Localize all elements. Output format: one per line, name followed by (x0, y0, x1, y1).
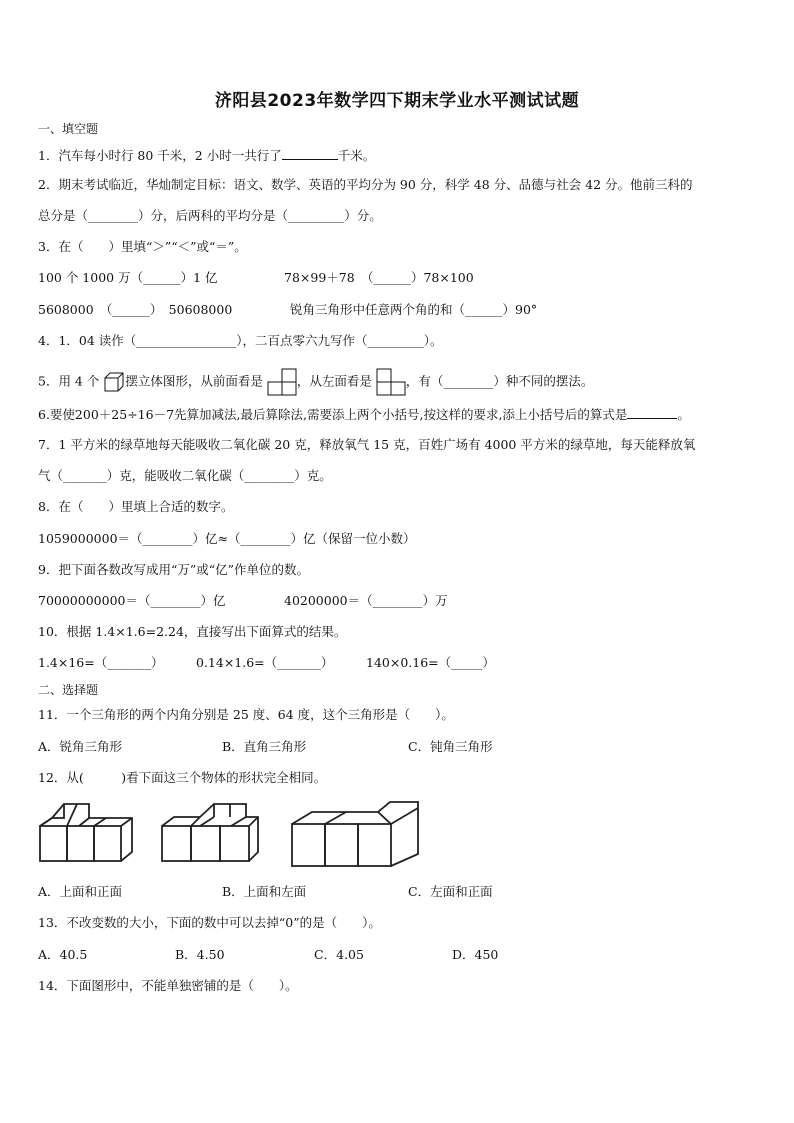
question-4: 4．1．04 读作（________________），二百点零六九写作（_________）。 (38, 333, 443, 348)
option-c: C．4.05 (314, 947, 364, 962)
option-b: B．直角三角形 (222, 739, 307, 754)
question-10-item-2: 0.14×1.6=（_______） (196, 655, 334, 670)
question-2-line-1: 2．期末考试临近，华灿制定目标：语文、数学、英语的平均分为 90 分，科学 48 分、品德与社会 42 分。他前三科的 (38, 177, 693, 192)
page-title: 济阳县2023年数学四下期末学业水平测试试题 (214, 91, 580, 111)
question-11: 11．一个三角形的两个内角分别是 25 度、64 度，这个三角形是（ ）。 (38, 707, 454, 722)
question-9-item-2: 40200000＝（________）万 (284, 593, 448, 608)
option-a: A．锐角三角形 (38, 739, 123, 754)
option-b: B．上面和左面 (222, 884, 307, 899)
question-10-item-3: 140×0.16=（_____） (366, 655, 495, 670)
question-14: 14．下面图形中，不能单独密铺的是（ ）。 (38, 978, 298, 993)
question-3-item-4: 锐角三角形中任意两个角的和（______）90° (290, 302, 538, 317)
question-9: 9．把下面各数改写成用“万”或“亿”作单位的数。 (38, 562, 310, 577)
section-heading-choice: 二、选择题 (38, 683, 99, 697)
front-view-icon (267, 368, 297, 396)
question-3-item-3: 5608000 （______） 50608000 (38, 302, 233, 317)
answer-blank (282, 147, 338, 160)
question-5-part-a: 5．用 4 个 (38, 373, 100, 389)
question-6-text: 6.要使200＋25÷16－7先算加减法,最后算除法,需要添上两个小括号,按这样的要求,添上小括号后的算式是 (38, 407, 628, 422)
cube-figure-3 (290, 800, 422, 870)
question-8: 8．在（ ）里填上合适的数字。 (38, 499, 234, 514)
question-10: 10．根据 1.4×1.6=2.24，直接写出下面算式的结果。 (38, 624, 347, 639)
question-5-part-c: ，从左面看是 (296, 373, 372, 389)
question-1-tail: 千米。 (337, 148, 376, 163)
question-8-item: 1059000000＝（________）亿≈（________）亿（保留一位小数） (38, 531, 416, 546)
question-1 (38, 147, 375, 164)
question-5-part-b: 摆立体图形，从前面看是 (125, 373, 263, 389)
option-a: A．上面和正面 (38, 884, 123, 899)
option-c: C．左面和正面 (408, 884, 493, 899)
question-3-item-2: 78×99＋78 （______）78×100 (284, 270, 474, 285)
cube-icon (103, 372, 125, 392)
question-6 (38, 406, 690, 423)
question-6-tail: 。 (677, 407, 690, 422)
answer-blank (627, 406, 677, 419)
question-7-line-1: 7．1 平方米的绿草地每天能吸收二氧化碳 20 克，释放氧气 15 克，百姓广场有 4000 平方米的绿草地，每天能释放氧 (38, 437, 696, 452)
question-9-item-1: 70000000000＝（________）亿 (38, 593, 226, 608)
question-5-part-d: ，有（________）种不同的摆法。 (405, 373, 594, 389)
question-5 (38, 368, 593, 396)
question-13: 13．不改变数的大小，下面的数中可以去掉“0”的是（ ）。 (38, 915, 381, 930)
question-3-item-1: 100 个 1000 万（______）1 亿 (38, 270, 218, 285)
question-1-text: 1．汽车每小时行 80 千米，2 小时一共行了 (38, 148, 282, 163)
option-c: C．钝角三角形 (408, 739, 493, 754)
question-7-line-2: 气（_______）克，能吸收二氧化碳（________）克。 (38, 468, 332, 483)
cube-figure-2 (160, 802, 260, 864)
question-2-line-2: 总分是（________）分，后两科的平均分是（_________）分。 (38, 208, 382, 223)
option-b: B．4.50 (175, 947, 225, 962)
option-a: A．40.5 (38, 947, 88, 962)
option-d: D．450 (452, 947, 499, 962)
question-12: 12．从( )看下面这三个物体的形状完全相同。 (38, 770, 327, 785)
question-3: 3．在（ ）里填“＞”“＜”或“＝”。 (38, 239, 247, 254)
section-heading-fill: 一、填空题 (38, 122, 99, 136)
cube-figure-1 (38, 802, 134, 864)
left-view-icon (376, 368, 406, 396)
question-10-item-1: 1.4×16=（_______） (38, 655, 164, 670)
